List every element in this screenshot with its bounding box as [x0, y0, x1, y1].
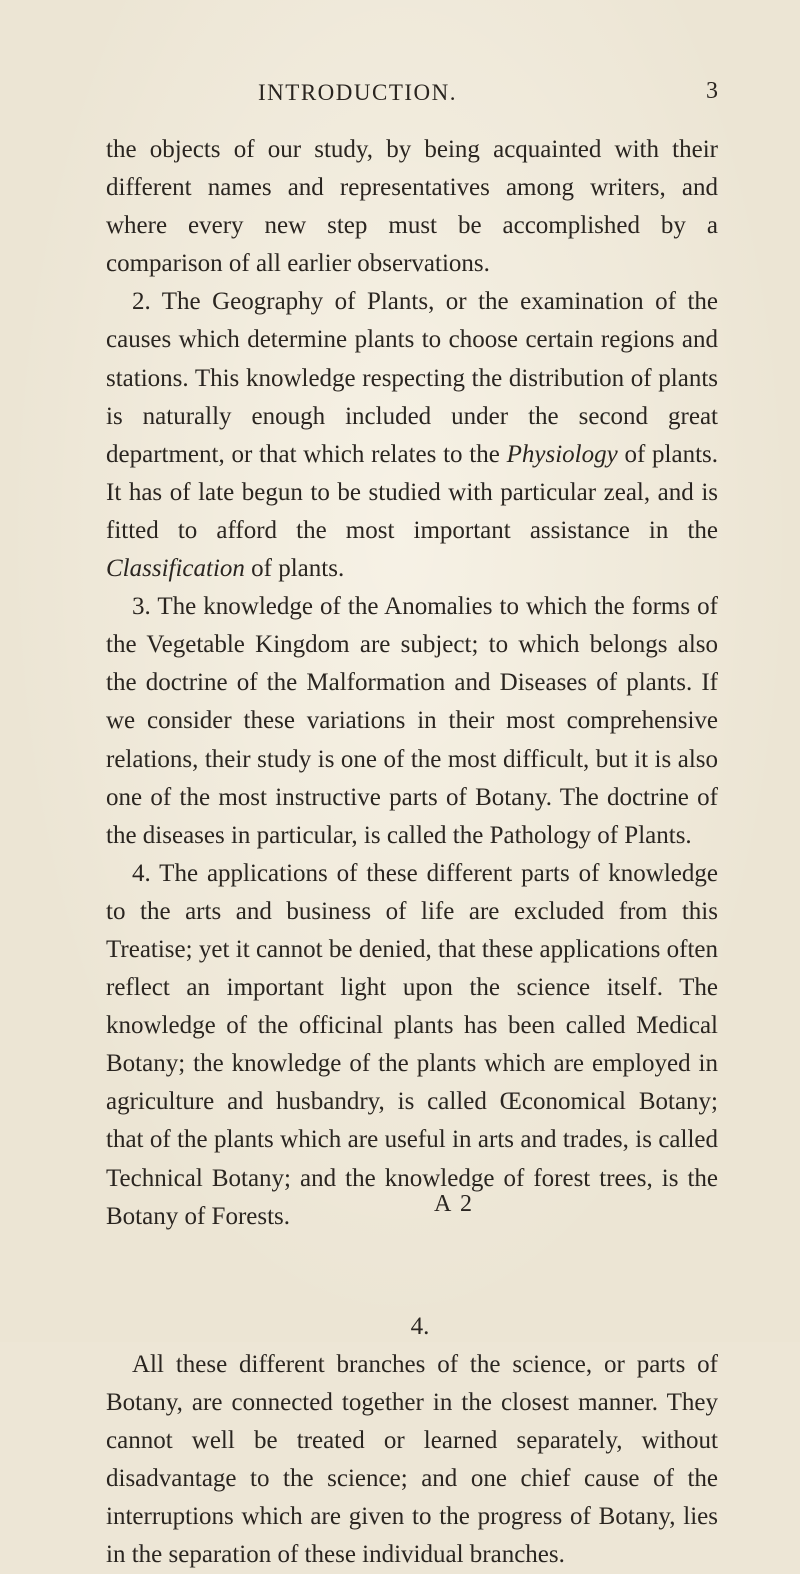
paragraph-geography-text-a: 2. The Geography of Plants, or the examination of the causes which determine plants to choose certain regions and stations. This knowledge respecting the distribution of plants is naturally enough included under the second great department, or that which relates to the — [106, 288, 718, 468]
signature-mark: A 2 — [434, 1191, 475, 1217]
paragraph-anomalies: 3. The knowledge of the Anomalies to which the forms of the Vegetable Kingdom are subject; to which belongs also the doctrine of the Malformation and Diseases of plants. If we consider these variations in their most comprehensive relations, their study is one of the most difficult, but it is also one of the most instructive parts of Botany. The doctrine of the diseases in particular, is called the Pathology of Plants. — [106, 593, 718, 849]
paragraph-continuation: the objects of our study, by being acquainted with their different names and representatives among writers, and where every new step must be accomplished by a comparison of all earlier observations. — [106, 136, 718, 278]
paragraph-geography — [106, 283, 718, 588]
running-head: INTRODUCTION. — [258, 80, 458, 105]
paragraph-geography-text-c: of plants. It has of late begun to be studied with particular zeal, and is fitted to afford the most important assistance in the — [106, 440, 718, 544]
paragraph-applications: 4. The applications of these different parts of knowledge to the arts and business of life are excluded from this Treatise; yet it cannot be denied, that these applications often reflect an important light upon the science itself. The knowledge of the officinal plants has been called Medical Botany; the knowledge of the plants which are employed in agriculture and husbandry, is called Œconomical Botany; that of the plants which are useful in arts and trades, is called Technical Botany; and the knowledge of forest trees, is the Botany of Forests. — [106, 859, 718, 1230]
page-number: 3 — [706, 78, 718, 104]
term-physiology: Physiology — [506, 440, 618, 468]
term-classification: Classification — [106, 555, 245, 583]
body-text — [106, 131, 718, 1574]
section-number: 4. — [410, 1312, 430, 1340]
paragraph-branches: All these different branches of the science, or parts of Botany, are connected together in the closest manner. They cannot well be treated or learned separately, without disadvantage to the science; and one chief cause of the interruptions which are given to the progress of Botany, lies in the separation of these individual branches. — [106, 1350, 718, 1569]
page-header — [258, 80, 718, 120]
paragraph-geography-text-e: of plants. — [244, 555, 345, 583]
